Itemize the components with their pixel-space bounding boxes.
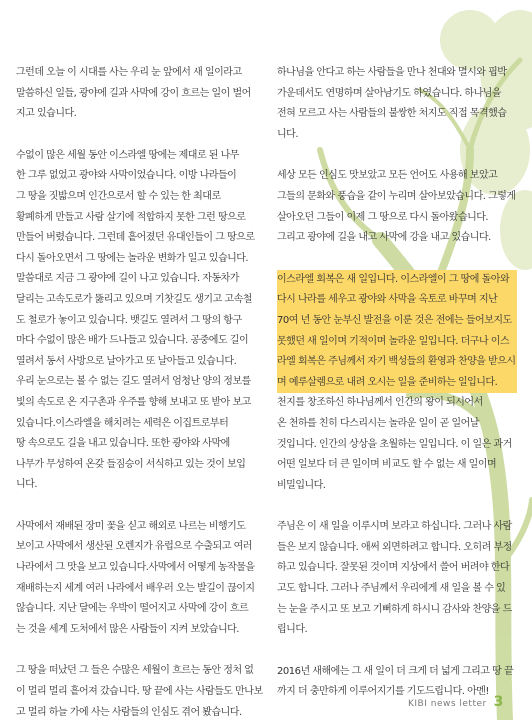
right-column [277, 63, 517, 703]
paragraph: 2016년 새해에는 그 새 일이 더 크게 더 넓게 그리고 땅 끝 까지 더 충만하게 이루어지기를 기도드립니다. 아멘! [277, 665, 514, 698]
paragraph: 천지를 창조하신 하나님께서 인간의 왕이 되시어서 온 천하를 친히 다스리시는 놀라운 일이 곧 일어날 것입니다. 인간의 상상을 초월하는 일입니다. 이 일은 과거 어떤 일보다 더 큰 일이며 비교도 할 수 없는 새 일이며 비밀입니다. [277, 397, 512, 491]
paragraph: 하나님을 안다고 하는 사람들을 만나 천대와 멸시와 핍박 가운데서도 연명하며 살아남기도 하였습니다. 하나님을 전혀 모르고 사는 사람들의 불쌍한 처지도 직접 목격했습 니다. [277, 67, 507, 140]
paragraph: 주님은 이 새 일을 이루시며 보라고 하십니다. 그러나 사람 들은 보지 않습니다. 애써 외면하려고 합니다. 오히려 부정 하고 있습니다. 잘못된 것이며 지상에서 쓸어 버려야 한다 고도 합니다. 그러나 주님께서 우리에게 새 일을 볼 수 있 는 눈을 주시고 또 보고 기뻐하게 하시니 감사와 찬양을 드 립니다. [277, 521, 512, 636]
page-number: 3 [493, 694, 504, 710]
page-footer [408, 694, 503, 710]
highlighted-paragraph: 이스라엘 회복은 새 일입니다. 이스라엘이 그 땅에 돌아와 다시 나라를 세우고 광야와 사막을 옥토로 바꾸며 지난 70여 년 동안 눈부신 발전을 이룬 것은 전에는 들어보지도 못했던 새 일이며 기적이며 놀라운 일입니다. 더구나 이스 라엘 회복은 주님께서 자기 백성들의 환영과 찬양을 받으시 며 예루살렘으로 내려 오시는 일을 준비하는 일입니다. [277, 270, 517, 394]
newsletter-brand: KIBI news letter [408, 699, 487, 709]
paragraph: 수없이 많은 세월 동안 이스라엘 땅에는 제대로 된 나무 한 그루 없었고 광야와 사막이었습니다. 이방 나라들이 그 땅을 짓밟으며 인간으로서 할 수 있는 한 최대로 황폐하게 만들고 사람 살기에 적합하지 못한 그런 땅으로 만들어 버렸습니다. 그런데 흩어졌던 유대인들이 그 땅으로 다시 돌아오면서 그 땅에는 놀라운 변화가 일고 있습니다. 말씀대로 지금 그 광야에 길이 나고 있습니다. 자동차가 달리는 고속도로가 뚫리고 있으며 기찻길도 생기고 고속철 도 철로가 놓이고 있습니다. 뱃길도 열려서 그 땅의 항구 마다 수없이 많은 배가 드나들고 있습니다. 공중에도 길이 열려서 동서 사방으로 날아가고 또 날아들고 있습니다. 우리 눈으로는 볼 수 없는 길도 열려서 엄청난 양의 정보를 빛의 속도로 온 지구촌과 우주를 향해 보내고 또 받아 보고 있습니다.이스라엘을 해치려는 세력은 이집트로부터 땅 속으로도 길을 내고 있습니다. 또한 광야와 사막에 나무가 무성하여 온갖 들짐승이 서식하고 있는 것이 보입 니다. [16, 149, 255, 491]
paragraph: 그런데 오늘 이 시대를 사는 우리 눈 앞에서 새 일이라고 말씀하신 일들, 광야에 길과 사막에 강이 흐르는 일이 벌어 지고 있습니다. [16, 67, 251, 120]
paragraph: 사막에서 재배된 장미 꽃을 싣고 해외로 나르는 비행기도 보이고 사막에서 생산된 오렌지가 유럽으로 수출되고 여러 나라에서 그 맛을 보고 있습니다.사막에서 어떻게 농작물을 재배하는지 세계 여러 나라에서 배우러 오는 발길이 끊이지 않습니다. 지난 달에는 우박이 떨어지고 사막에 강이 흐르 는 것을 세계 도처에서 많은 사람들이 지켜 보았습니다. [16, 520, 255, 635]
paragraph: 세상 모든 인심도 맛보았고 모든 언어도 사용해 보았고 그들의 문화와 풍습을 같이 누리며 살아보았습니다. 그렇게 살아오던 그들이 이제 그 땅으로 다시 돌아왔습니다. 그리고 광야에 길을 내고 사막에 강을 내고 있습니다. [277, 170, 516, 244]
paragraph: 그 땅을 떠났던 그 들은 수많은 세월이 흐르는 동안 정처 없 이 멀리 멀리 흩어져 갔습니다. 땅 끝에 사는 사람들도 만나보 고 멀리 하늘 가에 사는 사람들의 인심도 겪어 봤습니다. [16, 665, 263, 718]
left-column [16, 63, 263, 723]
